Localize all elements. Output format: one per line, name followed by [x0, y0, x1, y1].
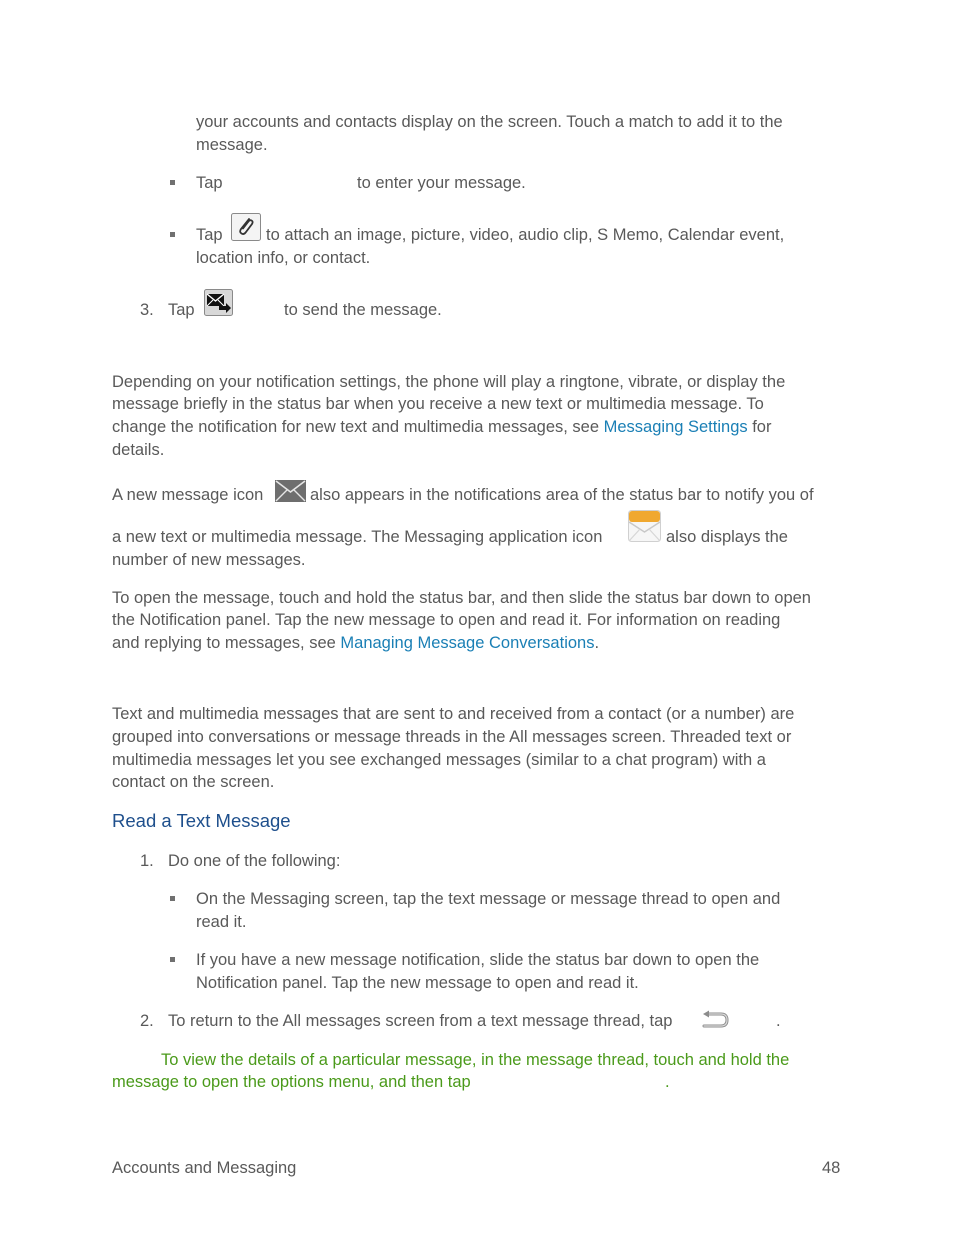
paragraph-line: To open the message, touch and hold the status bar, and then slide the status bar down to open	[112, 589, 811, 607]
intro-line: your accounts and contacts display on the screen. Touch a match to add it to the	[196, 113, 783, 131]
paragraph-line: Text and multimedia messages that are sent to and received from a contact (or a number) are	[112, 705, 795, 723]
paragraph-line: details.	[112, 441, 165, 459]
paragraph-line: number of new messages.	[112, 551, 306, 569]
sub-bullet-text: If you have a new message notification, slide the status bar down to open the	[196, 951, 760, 969]
tip-end: .	[665, 1073, 670, 1091]
step-text: Do one of the following:	[168, 852, 341, 870]
step-end: .	[776, 1012, 781, 1030]
bullet-enter-text: to enter your message.	[357, 174, 526, 192]
bullet-marker	[170, 957, 175, 962]
section-heading: Read a Text Message	[112, 810, 291, 831]
bullet-marker	[170, 896, 175, 901]
paragraph-text: for	[752, 418, 772, 436]
send-icon	[204, 289, 233, 316]
sub-bullet-text: Notification panel. Tap the new message to open and read it.	[196, 974, 639, 992]
bullet-attach-text: location info, or contact.	[196, 249, 371, 267]
step-send-text: to send the message.	[284, 301, 442, 319]
bullet-tap-label: Tap	[196, 174, 223, 192]
sub-bullet-text: read it.	[196, 913, 247, 931]
step-text: To return to the All messages screen from a text message thread, tap	[168, 1012, 673, 1030]
paragraph-text: A new message icon	[112, 486, 264, 504]
paragraph-line	[112, 632, 599, 655]
intro-line: message.	[196, 136, 268, 154]
step-number: 3.	[140, 301, 154, 319]
paragraph-line: Depending on your notification settings, the phone will play a ringtone, vibrate, or display the	[112, 373, 786, 391]
bullet-marker	[170, 232, 175, 237]
paragraph-text: change the notification for new text and multimedia messages, see	[112, 418, 600, 436]
tip-text: To view the details of a particular message, in the message thread, touch and hold the	[161, 1051, 790, 1069]
bullet-marker	[170, 180, 175, 185]
step-tap-label: Tap	[168, 301, 195, 319]
paragraph-text: also appears in the notifications area of the status bar to notify you of	[310, 486, 814, 504]
step-number: 2.	[140, 1012, 154, 1030]
paragraph-line: message briefly in the status bar when you receive a new text or multimedia message. To	[112, 395, 764, 413]
messaging-app-icon	[628, 510, 661, 542]
page-number: 48	[822, 1159, 841, 1177]
footer-section: Accounts and Messaging	[112, 1159, 297, 1177]
tip-text: message to open the options menu, and then tap	[112, 1073, 471, 1091]
paragraph-line: the Notification panel. Tap the new message to open and read it. For information on reading	[112, 611, 781, 629]
back-icon	[700, 1010, 730, 1032]
paragraph-line: contact on the screen.	[112, 773, 275, 791]
paragraph-line: multimedia messages let you see exchanged messages (similar to a chat program) with a	[112, 751, 766, 769]
paragraph-text: also displays the	[666, 528, 788, 546]
mail-icon	[275, 480, 306, 502]
paragraph-text: and replying to messages, see	[112, 634, 336, 652]
paragraph-line: grouped into conversations or message threads in the All messages screen. Threaded text or	[112, 728, 792, 746]
sub-bullet-text: On the Messaging screen, tap the text message or message thread to open and	[196, 890, 781, 908]
paragraph-text: a new text or multimedia message. The Messaging application icon	[112, 528, 603, 546]
paperclip-icon	[231, 213, 261, 241]
step-number: 1.	[140, 852, 154, 870]
paragraph-text: .	[594, 634, 600, 652]
messaging-settings-link[interactable]: Messaging Settings	[603, 418, 748, 436]
paragraph-line	[112, 416, 771, 439]
managing-conversations-link[interactable]: Managing Message Conversations	[340, 634, 595, 652]
bullet-attach-text: to attach an image, picture, video, audio clip, S Memo, Calendar event,	[266, 226, 785, 244]
bullet-tap-label: Tap	[196, 226, 223, 244]
